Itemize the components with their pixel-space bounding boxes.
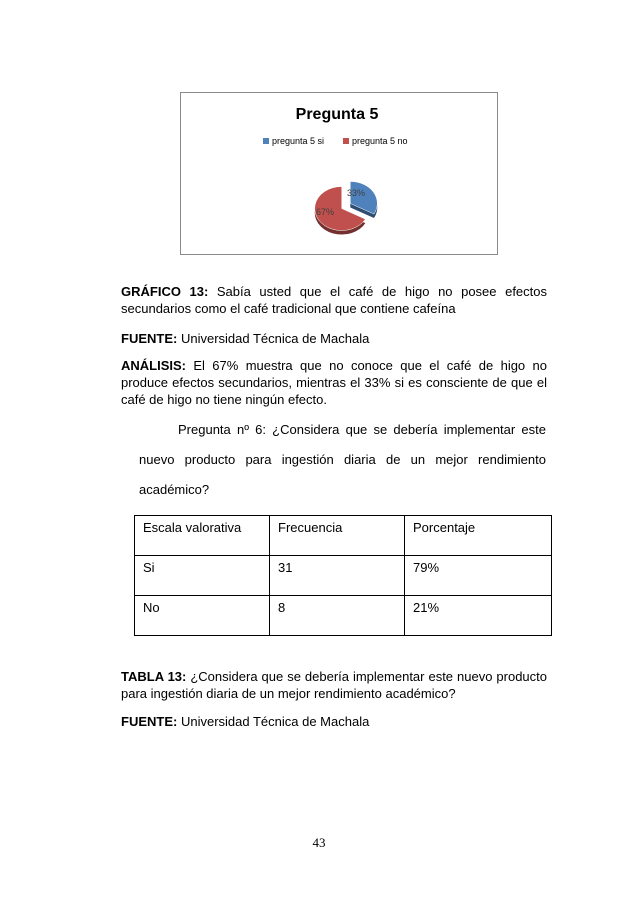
- table-cell: 21%: [405, 596, 552, 636]
- table-row: [135, 556, 552, 596]
- question-line-1: Pregunta nº 6: ¿Considera que se debería implementar este: [178, 422, 546, 437]
- table-source-label: FUENTE:: [121, 714, 178, 729]
- figure-source-text: Universidad Técnica de Machala: [177, 331, 370, 346]
- table-caption-label: TABLA 13:: [121, 669, 187, 684]
- legend-label: pregunta 5 si: [272, 136, 325, 146]
- table-header-cell: Escala valorativa: [135, 516, 270, 556]
- table-header-cell: Frecuencia: [270, 516, 405, 556]
- analysis-label: ANÁLISIS:: [121, 358, 186, 373]
- table-header-row: [135, 516, 552, 556]
- figure-caption-text: Sabía usted que el café de higo no posee efectos secundarios como el café tradicional que contiene cafeína: [121, 284, 548, 316]
- analysis-text: El 67% muestra que no conoce que el café de higo no produce efectos secundarios, mientras el 33% si es consciente de que el café de higo no tiene ningún efecto.: [121, 358, 547, 407]
- table-cell: 8: [270, 596, 405, 636]
- legend-swatch: [263, 138, 269, 144]
- table-source-text: Universidad Técnica de Machala: [177, 714, 370, 729]
- chart-legend: [263, 136, 408, 146]
- pie-slices: [315, 181, 378, 234]
- results-table: [134, 515, 552, 636]
- figure-source: [121, 330, 547, 347]
- legend-label: pregunta 5 no: [352, 136, 408, 146]
- table-cell: No: [135, 596, 270, 636]
- pie-data-label: 67%: [315, 207, 335, 217]
- chart-title: Pregunta 5: [295, 106, 379, 123]
- question-line-2: nuevo producto para ingestión diaria de un mejor rendimiento: [139, 452, 546, 467]
- table-caption-text: ¿Considera que se debería implementar este nuevo producto para ingestión diaria de un mejor rendimiento académico?: [121, 669, 548, 701]
- question-line-3: académico?: [139, 482, 210, 497]
- table-source: [121, 713, 547, 730]
- figure-source-label: FUENTE:: [121, 331, 178, 346]
- table-cell: Si: [135, 556, 270, 596]
- analysis-paragraph: [121, 357, 547, 408]
- figure-caption-label: GRÁFICO 13:: [121, 284, 209, 299]
- table-caption: [121, 668, 547, 702]
- pie-data-label: 33%: [346, 188, 366, 198]
- table-cell: 79%: [405, 556, 552, 596]
- table-row: [135, 596, 552, 636]
- figure-caption: [121, 283, 547, 317]
- legend-swatch: [343, 138, 349, 144]
- pie-chart: [181, 93, 497, 254]
- pie-chart-frame: [180, 92, 498, 255]
- table-cell: 31: [270, 556, 405, 596]
- table-header-cell: Porcentaje: [405, 516, 552, 556]
- page-number: 43: [312, 835, 326, 850]
